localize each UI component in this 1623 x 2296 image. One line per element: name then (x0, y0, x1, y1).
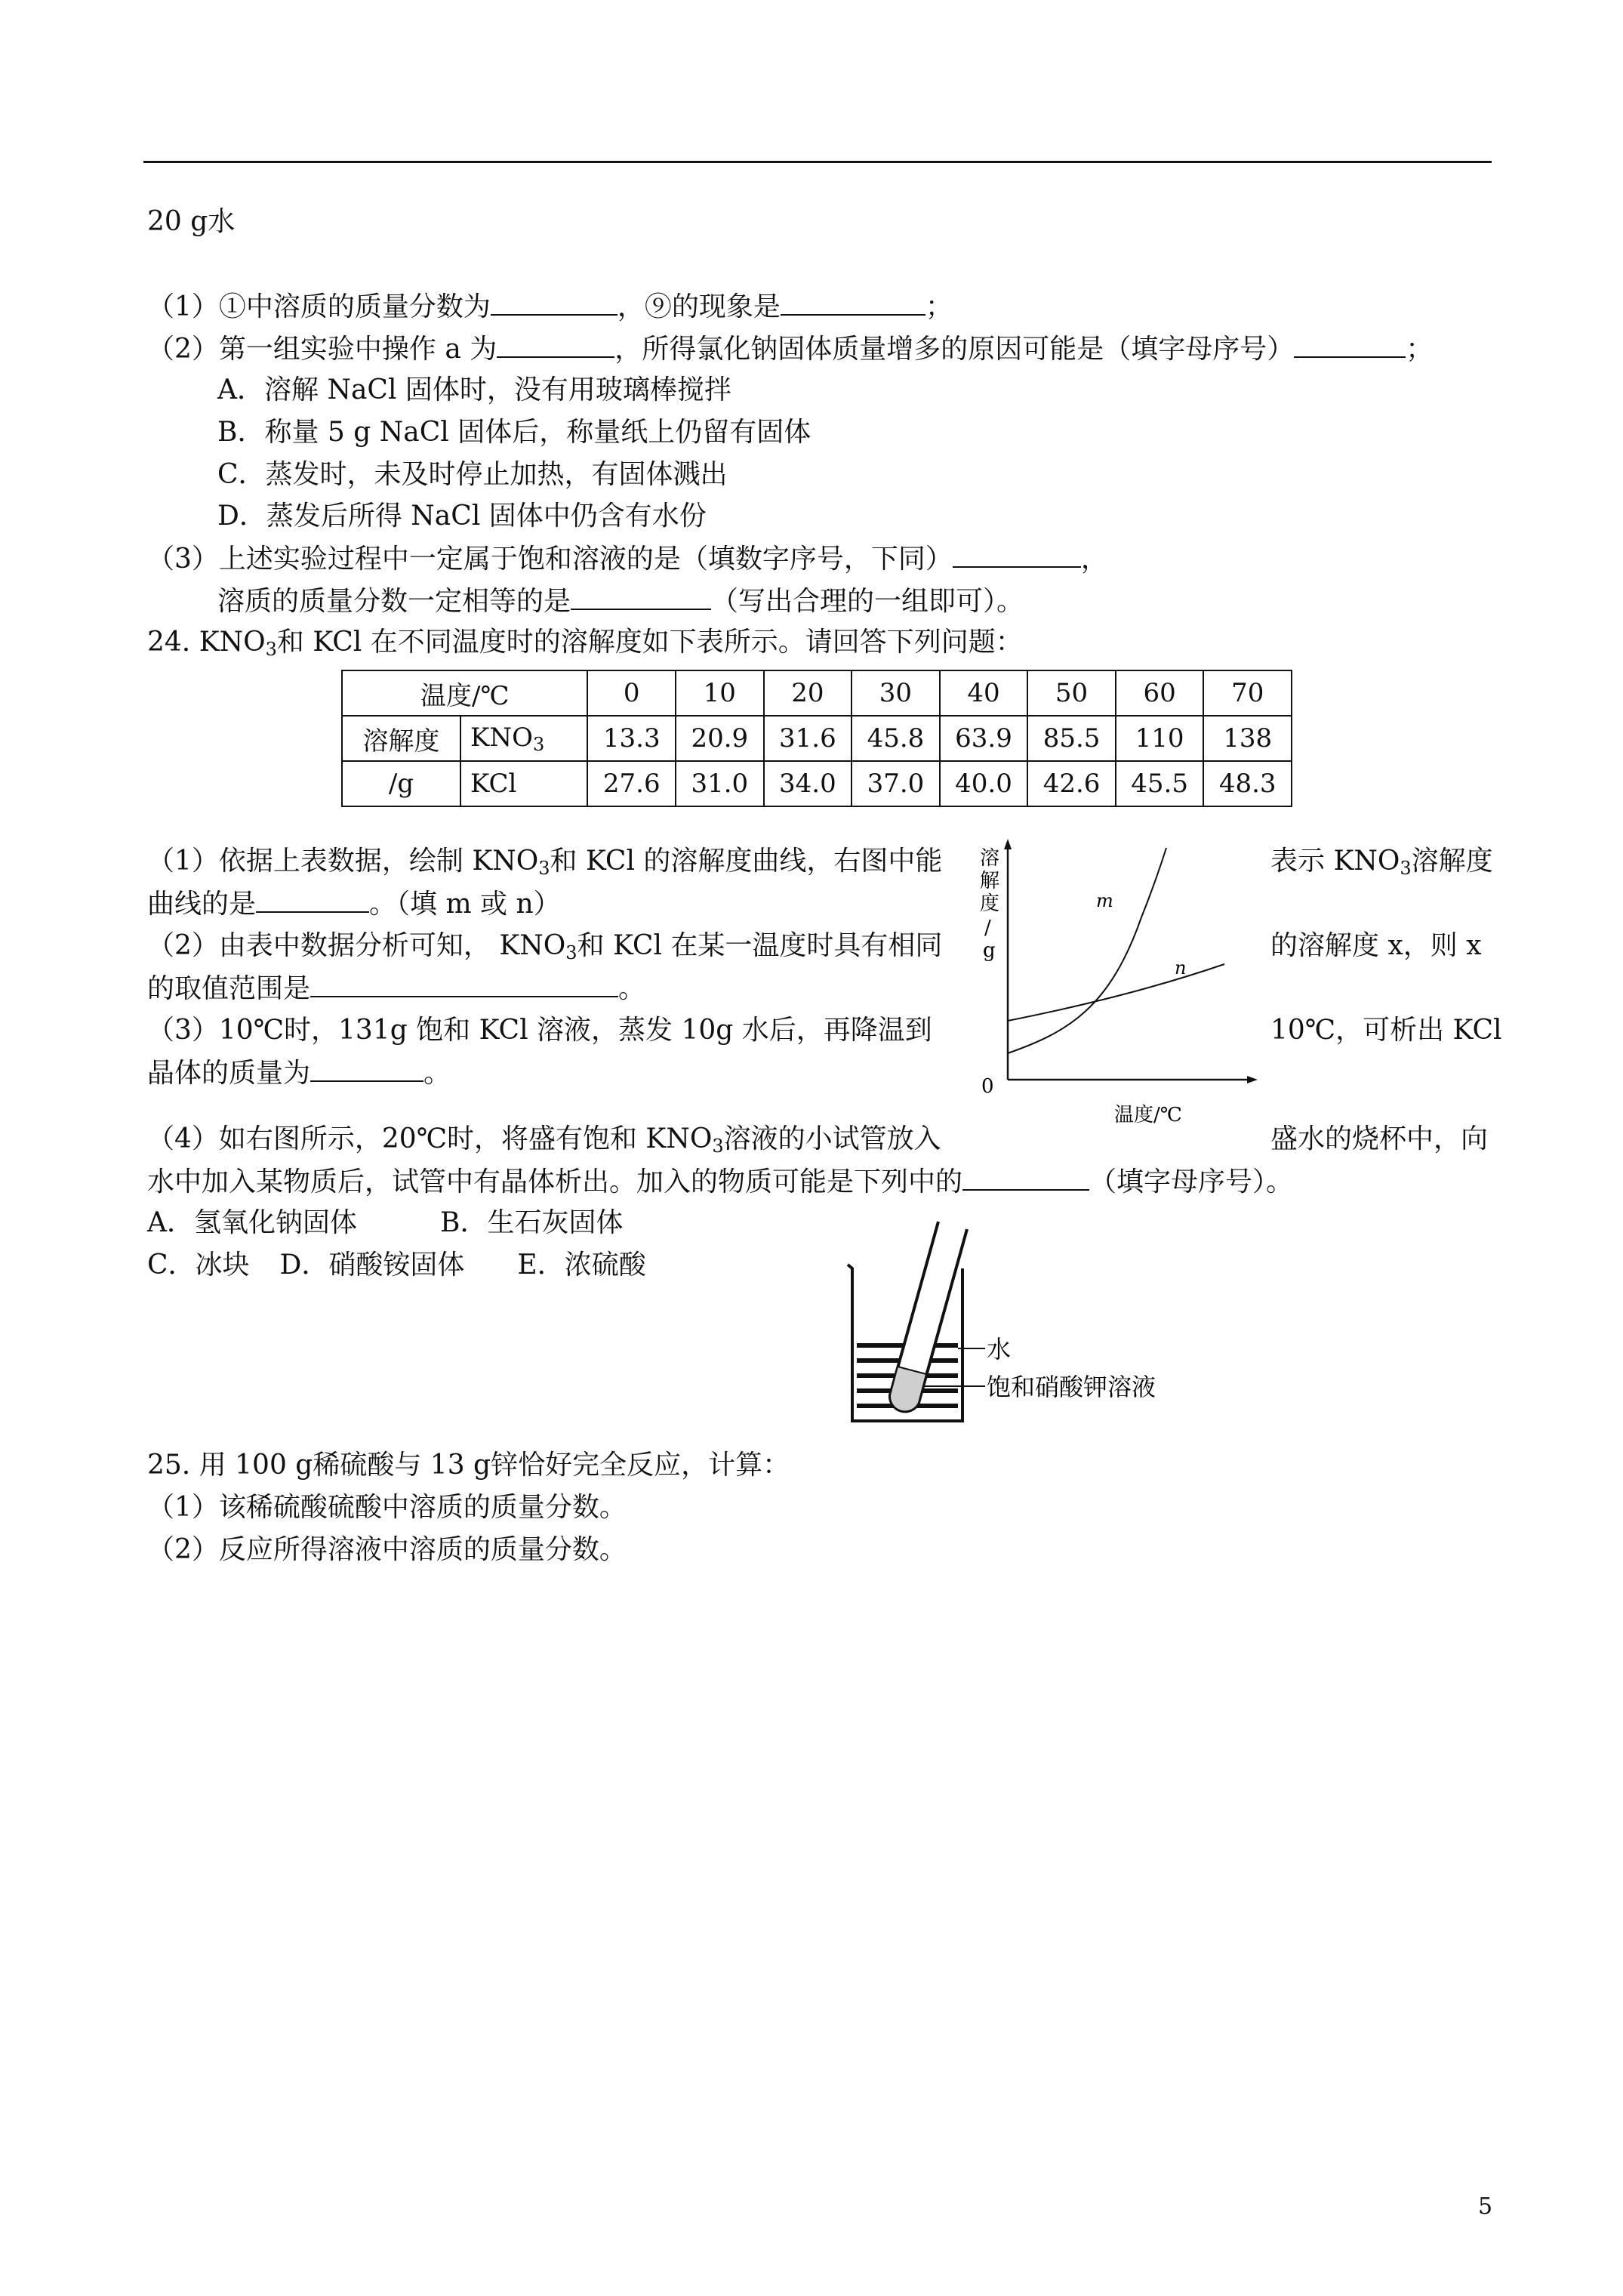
kcl-cell: 27.6 (587, 761, 676, 806)
kno3-cell: 63.9 (940, 716, 1028, 761)
x-axis-label: 温度/℃ (1114, 1104, 1182, 1126)
kcl-cell: 34.0 (764, 761, 852, 806)
temp-cell: 50 (1027, 670, 1116, 716)
q24-part2-cont: 的取值范围是 。 (147, 970, 645, 1007)
kno3-cell: 110 (1116, 716, 1204, 761)
temp-cell: 30 (852, 670, 940, 716)
q24-part3-right: 10℃，可析出 KCl (1270, 1015, 1502, 1046)
kcl-cell: 42.6 (1027, 761, 1116, 806)
q24-part1-right: 表示 $KNO_3$溶解度 (1270, 846, 1493, 879)
q25-part2: （2）反应所得溶液中溶质的质量分数。 (147, 1534, 627, 1565)
answer-blank[interactable] (310, 1055, 423, 1082)
kno3-label-cell: $KNO_3$ (460, 716, 587, 761)
answer-blank[interactable] (256, 886, 369, 913)
table-row (342, 670, 1292, 716)
q23-option-a: A．溶解 NaCl 固体时，没有用玻璃棒搅拌 (217, 374, 731, 405)
text-line: 20 g水 (147, 206, 236, 237)
y-axis-label-char: 度 (980, 892, 1000, 915)
kno3-cell: 85.5 (1027, 716, 1116, 761)
y-axis-label-char: 解 (980, 870, 1000, 892)
curve-n-label: n (1175, 957, 1187, 978)
y-axis-label-char: / (984, 917, 991, 939)
y-axis-label-char: g (983, 939, 996, 962)
answer-blank[interactable] (1294, 331, 1406, 358)
row-label-bottom: /g (342, 761, 460, 806)
origin-label: 0 (981, 1075, 994, 1098)
q23-option-c: C．蒸发时，未及时停止加热，有固体溅出 (217, 459, 728, 490)
q24-part3: （3）10℃时，131g 饱和 KCl 溶液，蒸发 10g 水后，再降温到 (147, 1015, 932, 1046)
answer-blank[interactable] (781, 288, 925, 316)
kno3-cell: 13.3 (587, 716, 676, 761)
answer-blank[interactable] (953, 541, 1081, 568)
page-number: 5 (1478, 2193, 1493, 2220)
answer-blank[interactable] (571, 583, 711, 610)
q24-intro: 24. $KNO_3$和 KCl 在不同温度时的溶解度如下表所示。请回答下列问题： (147, 627, 1023, 660)
table-row (342, 716, 1292, 761)
q24-part4-right: 盛水的烧杯中，向 (1270, 1123, 1489, 1154)
kcl-cell: 37.0 (852, 761, 940, 806)
temp-cell: 60 (1116, 670, 1204, 716)
kno3-cell: 45.8 (852, 716, 940, 761)
q24-part3-cont: 晶体的质量为 。 (147, 1055, 451, 1092)
q23-part2: （2）第一组实验中操作 a 为 ，所得氯化钠固体质量增多的原因可能是（填字母序号） ； (147, 331, 1433, 368)
kcl-cell: 40.0 (940, 761, 1028, 806)
q24-part4: （4）如右图所示，20℃时，将盛有饱和 $KNO_3$溶液的小试管放入 (147, 1123, 941, 1157)
q23-part1: （1）①中溶质的质量分数为 ，⑨的现象是 ； (147, 288, 953, 325)
temp-cell: 40 (940, 670, 1028, 716)
y-axis-label-char: 溶 (980, 847, 1000, 870)
answer-blank[interactable] (310, 970, 618, 997)
test-tube (890, 1222, 967, 1411)
kcl-cell: 31.0 (676, 761, 764, 806)
q24-part2-right: 的溶解度 x，则 x (1270, 930, 1482, 961)
q24-part1: （1）依据上表数据，绘制 $KNO_3$和 KCl 的溶解度曲线，右图中能 (147, 846, 943, 879)
table-header-cell: 温度/℃ (342, 670, 587, 716)
row-label-top: 溶解度 (342, 716, 460, 761)
answer-blank[interactable] (491, 288, 617, 316)
temp-cell: 0 (587, 670, 676, 716)
temp-cell: 10 (676, 670, 764, 716)
q24-part2: （2）由表中数据分析可知， $KNO_3$和 KCl 在某一温度时具有相同 (147, 930, 943, 963)
curve-m (1008, 848, 1166, 1053)
q25-part1: （1）该稀硫酸硫酸中溶质的质量分数。 (147, 1492, 627, 1523)
q24-options-row2: C．冰块 D．硝酸铵固体 E．浓硫酸 (147, 1250, 646, 1281)
answer-blank[interactable] (962, 1163, 1089, 1191)
kcl-cell: 45.5 (1116, 761, 1204, 806)
solubility-table (341, 670, 1292, 807)
temp-cell: 70 (1203, 670, 1292, 716)
kno3-cell: 31.6 (764, 716, 852, 761)
x-axis-arrow-icon (1247, 1076, 1258, 1083)
answer-blank[interactable] (497, 331, 614, 358)
temp-cell: 20 (764, 670, 852, 716)
q23-part3: （3）上述实验过程中一定属于饱和溶液的是（填数字序号，下同） ， (147, 541, 1108, 578)
kcl-label-cell: KCl (460, 761, 587, 806)
q24-part1-cont: 曲线的是 。（填 m 或 n） (147, 886, 561, 923)
table-row (342, 761, 1292, 806)
q25-intro: 25. 用 100 g稀硫酸与 13 g锌恰好完全反应，计算： (147, 1450, 790, 1481)
water-label: 水 (987, 1335, 1012, 1364)
kcl-cell: 48.3 (1203, 761, 1292, 806)
q24-part4-cont: 水中加入某物质后，试管中有晶体析出。加入的物质可能是下列中的 （填字母序号）。 (147, 1163, 1293, 1200)
q24-options-row1: A．氢氧化钠固体 B．生石灰固体 (147, 1207, 624, 1238)
beaker-diagram (834, 1216, 1212, 1435)
kno3-cell: 138 (1203, 716, 1292, 761)
kno3-cell: 20.9 (676, 716, 764, 761)
solubility-curve-graph (966, 834, 1261, 1144)
q23-part3-cont: 溶质的质量分数一定相等的是 （写出合理的一组即可）。 (217, 583, 1024, 620)
header-rule (143, 161, 1492, 163)
q23-option-b: B．称量 5 g NaCl 固体后，称量纸上仍留有固体 (217, 417, 812, 448)
curve-m-label: m (1096, 890, 1113, 911)
y-axis-arrow-icon (1004, 839, 1012, 849)
q23-option-d: D．蒸发后所得 NaCl 固体中仍含有水份 (217, 501, 707, 532)
solution-label: 饱和硝酸钾溶液 (987, 1373, 1156, 1401)
